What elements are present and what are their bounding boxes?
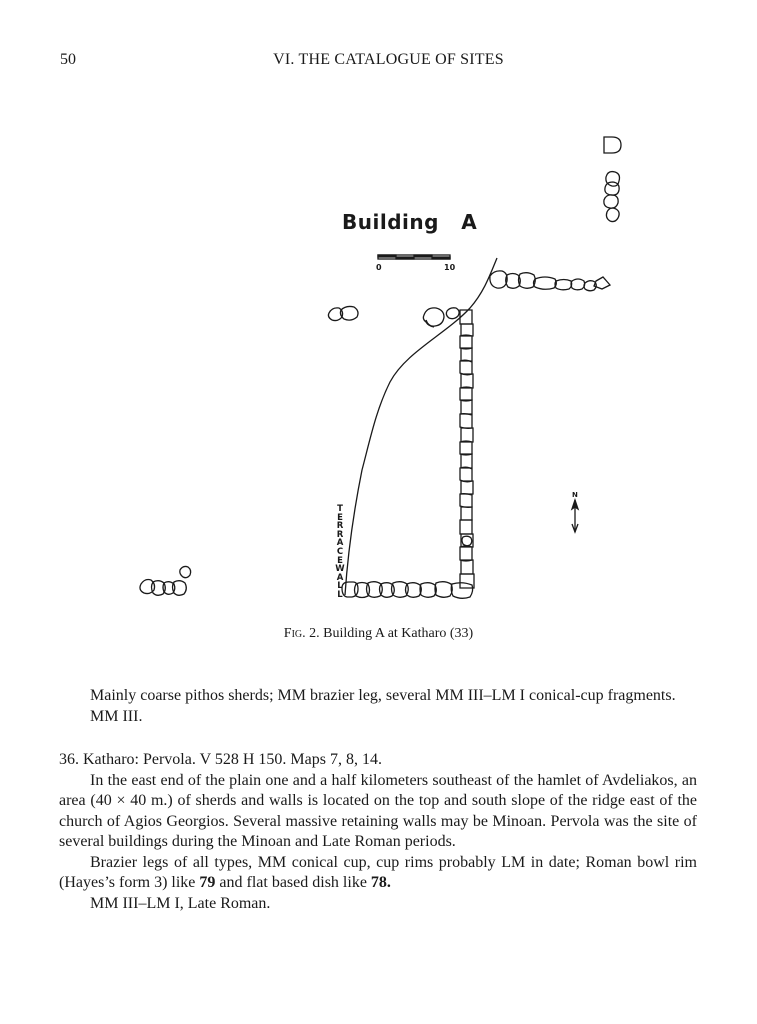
finds-text-1: Brazier legs of all types, MM conical cup, cup rims probably LM in date; Roman bowl rim (Hayes’s form 3) like (59, 853, 697, 891)
catalogue-ref-79: 79 (199, 874, 216, 891)
finds-text-2: and flat based dish like (215, 874, 371, 891)
figure-title: Building A (342, 210, 478, 234)
paragraph-finds-36 (59, 853, 697, 894)
paragraph-dating-35: MM III. (90, 707, 143, 725)
isolated-stones-center (328, 306, 459, 327)
entry-heading-36: 36. Katharo: Pervola. V 528 H 150. Maps 7, 8, 14. (59, 751, 382, 768)
stones-lower-left (140, 566, 191, 595)
paragraph-dating-36: MM III–LM I, Late Roman. (90, 894, 271, 912)
running-head: VI. THE CATALOGUE OF SITES (273, 51, 504, 68)
paragraph-finds-35: Mainly coarse pithos sherds; MM brazier leg, several MM III–LM I conical-cup fragments. (90, 687, 676, 704)
caption-prefix: Fig. 2. (283, 626, 320, 641)
wall-north (490, 271, 610, 291)
isolated-stones-top-right (604, 137, 621, 222)
scale-label-end: 10 (444, 263, 456, 272)
figure-caption (0, 626, 757, 642)
scale-bar (378, 255, 450, 259)
catalogue-ref-78: 78. (370, 874, 391, 891)
caption-text: Building A at Katharo (33) (319, 626, 474, 641)
body-text (59, 686, 697, 914)
north-label: N (572, 491, 578, 499)
wall-east (460, 310, 474, 588)
paragraph-description-36: In the east end of the plain one and a half kilometers southeast of the hamlet of Avdeliakos, an area (40 × 40 m.) of sherds and walls is located on the top and south slope of the ridge east of the church of Agios Georgios. Several massive retaining walls may be Minoan. Pervola was the site of several buildings during the Minoan and Late Roman periods. (59, 771, 697, 850)
terrace-wall-label: TERRACEWALL (335, 504, 345, 600)
scale-label-start: 0 (376, 263, 382, 272)
north-arrow (572, 500, 578, 532)
page-number: 50 (60, 51, 76, 68)
wall-south (342, 582, 473, 599)
terrace-wall-line (345, 258, 497, 595)
